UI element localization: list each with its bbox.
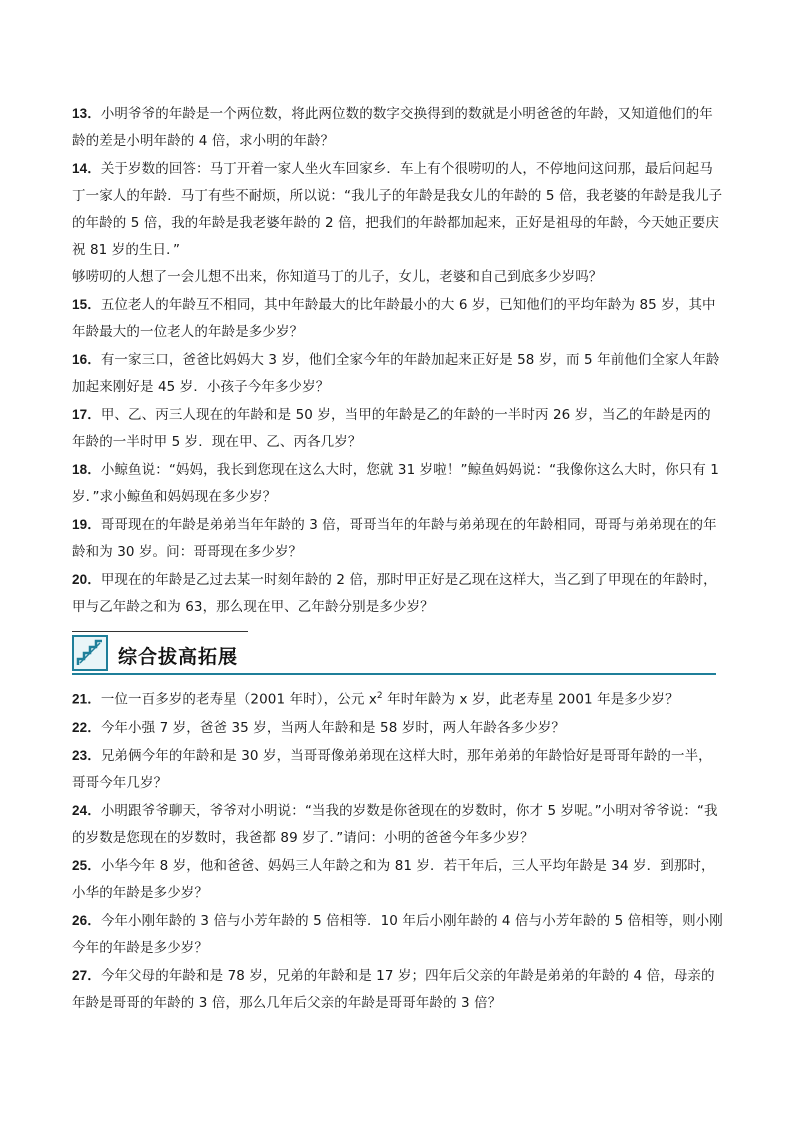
problem-text: 关于岁数的回答：马丁开着一家人坐火车回家乡．车上有个很唠叨的人，不停地问这问那，最后问起马丁一家人的年龄．马丁有些不耐烦，所以说：“我儿子的年龄是我女儿的年龄的 5 倍，我老婆的年龄是我儿子的年龄的 5 倍，我的年龄是我老婆年龄的 2 倍，把我们的年龄都加起来，正好是祖母的年龄，今天她正要庆祝 81 岁的生日．” <box>72 161 723 258</box>
problem-15 <box>72 291 724 346</box>
problem-text: 甲、乙、丙三人现在的年龄和是 50 岁，当甲的年龄是乙的年龄的一半时丙 26 岁，当乙的年龄是丙的年龄的一半时甲 5 岁．现在甲、乙、丙各几岁？ <box>72 407 711 450</box>
section-title: 综合拔高拓展 <box>118 646 239 668</box>
problem-text: 一位一百多岁的老寿星（2001 年时），公元 x <box>100 691 377 708</box>
problem-number: 27． <box>72 967 101 983</box>
problem-18 <box>72 456 724 511</box>
problem-text: 五位老人的年龄互不相同，其中年龄最大的比年龄最小的大 6 岁，已知他们的平均年龄为 85 岁，其中年龄最大的一位老人的年龄是多少岁？ <box>72 297 716 340</box>
problem-number: 26． <box>72 912 101 928</box>
problem-number: 21． <box>72 691 101 707</box>
problem-number: 22． <box>72 719 101 735</box>
problem-number: 17． <box>72 407 101 422</box>
problem-22 <box>72 714 724 742</box>
problem-text: 甲现在的年龄是乙过去某一时刻年龄的 2 倍，那时甲正好是乙现在这样大，当乙到了甲现在的年龄时，甲与乙年龄之和为 63，那么现在甲、乙年龄分别是多少岁？ <box>72 572 717 615</box>
problem-text: 小明爷爷的年龄是一个两位数，将此两位数的数字交换得到的数就是小明爸爸的年龄，又知道他们的年龄的差是小明年龄的 4 倍，求小明的年龄？ <box>72 106 713 149</box>
problem-14-continuation <box>72 264 724 291</box>
problem-number: 14． <box>72 161 101 176</box>
problem-text: 年时年龄为 x 岁，此老寿星 2001 年是多少岁？ <box>382 691 679 708</box>
problem-25 <box>72 852 724 907</box>
problem-text: 有一家三口，爸爸比妈妈大 3 岁，他们全家今年的年龄加起来正好是 58 岁，而 5 年前他们全家人年龄加起来刚好是 45 岁．小孩子今年多少岁？ <box>72 352 720 395</box>
section-top-rule <box>72 631 248 632</box>
problem-number: 20． <box>72 572 101 587</box>
problem-19 <box>72 511 724 566</box>
problem-text: 兄弟俩今年的年龄和是 30 岁，当哥哥像弟弟现在这样大时，那年弟弟的年龄恰好是哥哥年龄的一半，哥哥今年几岁？ <box>72 747 712 791</box>
problem-number: 25． <box>72 857 101 873</box>
problem-16 <box>72 346 724 401</box>
section-header <box>72 631 724 677</box>
problem-text: 哥哥现在的年龄是弟弟当年年龄的 3 倍，哥哥当年的年龄与弟弟现在的年龄相同，哥哥与弟弟现在的年龄和为 30 岁。问：哥哥现在多少岁？ <box>72 517 717 560</box>
problem-17 <box>72 401 724 456</box>
document-page <box>72 100 724 1017</box>
problem-14 <box>72 155 724 264</box>
problem-text: 够唠叨的人想了一会儿想不出来，你知道马丁的儿子，女儿，老婆和自己到底多少岁吗？ <box>72 269 603 285</box>
problem-24 <box>72 797 724 852</box>
problem-27 <box>72 962 724 1017</box>
problem-21 <box>72 683 724 714</box>
problem-number: 23． <box>72 747 101 763</box>
stairs-icon <box>72 635 108 671</box>
problem-number: 19． <box>72 517 101 532</box>
problem-number: 15． <box>72 297 101 312</box>
section-underline <box>72 673 716 675</box>
superscript: 2 <box>376 691 383 701</box>
problem-20 <box>72 566 724 621</box>
problem-number: 24． <box>72 802 101 818</box>
problem-text: 小明跟爷爷聊天，爷爷对小明说：“当我的岁数是你爸现在的岁数时，你才 5 岁呢。”小明对爷爷说：“我的岁数是您现在的岁数时，我爸都 89 岁了．”请问：小明的爸爸今年多少岁？ <box>72 802 718 846</box>
problem-text: 小鲸鱼说：“妈妈，我长到您现在这么大时，您就 31 岁啦！”鲸鱼妈妈说：“我像你这么大时，你只有 1 岁．”求小鲸鱼和妈妈现在多少岁？ <box>72 462 719 505</box>
problem-text: 今年小强 7 岁，爸爸 35 岁，当两人年龄和是 58 岁时，两人年龄各多少岁？ <box>100 719 566 736</box>
problem-number: 13． <box>72 106 101 121</box>
problem-number: 18． <box>72 462 101 477</box>
problem-23 <box>72 742 724 797</box>
problem-number: 16． <box>72 352 101 367</box>
problem-text: 今年小刚年龄的 3 倍与小芳年龄的 5 倍相等．10 年后小刚年龄的 4 倍与小芳年龄的 5 倍相等，则小刚今年的年龄是多少岁？ <box>72 912 723 956</box>
problem-13 <box>72 100 724 155</box>
problem-text: 今年父母的年龄和是 78 岁，兄弟的年龄和是 17 岁；四年后父亲的年龄是弟弟的年龄的 4 倍，母亲的年龄是哥哥的年龄的 3 倍，那么几年后父亲的年龄是哥哥年龄的 3 倍？ <box>72 967 715 1011</box>
problem-26 <box>72 907 724 962</box>
problem-text: 小华今年 8 岁，他和爸爸、妈妈三人年龄之和为 81 岁．若干年后，三人平均年龄是 34 岁．到那时，小华的年龄是多少岁？ <box>72 857 715 901</box>
